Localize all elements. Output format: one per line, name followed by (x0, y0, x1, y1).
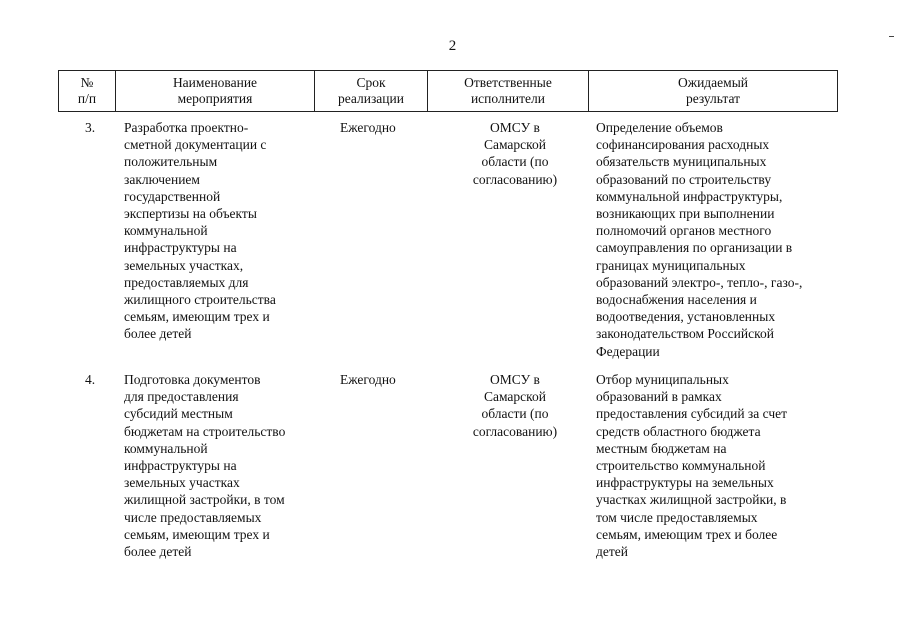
header-result: Ожидаемый результат (678, 75, 748, 106)
header-name: Наименование мероприятия (172, 75, 258, 106)
page-number: 2 (448, 38, 457, 54)
header-executors: Ответственные исполнители (464, 75, 552, 106)
row-3-executors: ОМСУ в Самарской области (по согласованию) (472, 120, 558, 187)
row-4-term: Ежегодно (340, 372, 396, 387)
row-3-name: Разработка проектно- сметной документации с положительным заключением государственной экспертизы на объекты коммунальной инфраструктуры на земельных участках, предоставляемых для жилищного строительства семьям, имеющим трех и более детей (124, 120, 276, 342)
row-4-result: Отбор муниципальных образований в рамках предоставления субсидий за счет средств областного бюджета местным бюджетам на строительство коммунальной инфраструктуры на земельных участках жилищной застройки, в том числе предоставляемых семьям, имеющим трех и более детей (596, 372, 788, 560)
row-4-name: Подготовка документов для предоставления субсидий местным бюджетам на строительство коммунальной инфраструктуры на земельных участках жилищной застройки, в том числе предоставляемых семьям, имеющим трех и более детей (124, 372, 286, 560)
row-3-number: 3. (85, 120, 96, 135)
header-term: Срок реализации (338, 75, 404, 106)
scan-mark (889, 36, 894, 37)
row-3-result: Определение объемов софинансирования расходных обязательств муниципальных образований по строительству коммунальной инфраструктуры, возникающих при выполнении полномочий органов местного самоуправления по организации в границах муниципальных образований электро-, тепло-, газо-, водоснабжения населения и водоотведения, установленных законодательством Российской Федерации (596, 120, 803, 359)
table-header (58, 70, 838, 112)
row-4-number: 4. (85, 372, 96, 387)
row-3-term: Ежегодно (340, 120, 396, 135)
row-4-executors: ОМСУ в Самарской области (по согласованию) (472, 372, 558, 439)
header-number: № п/п (77, 75, 97, 106)
